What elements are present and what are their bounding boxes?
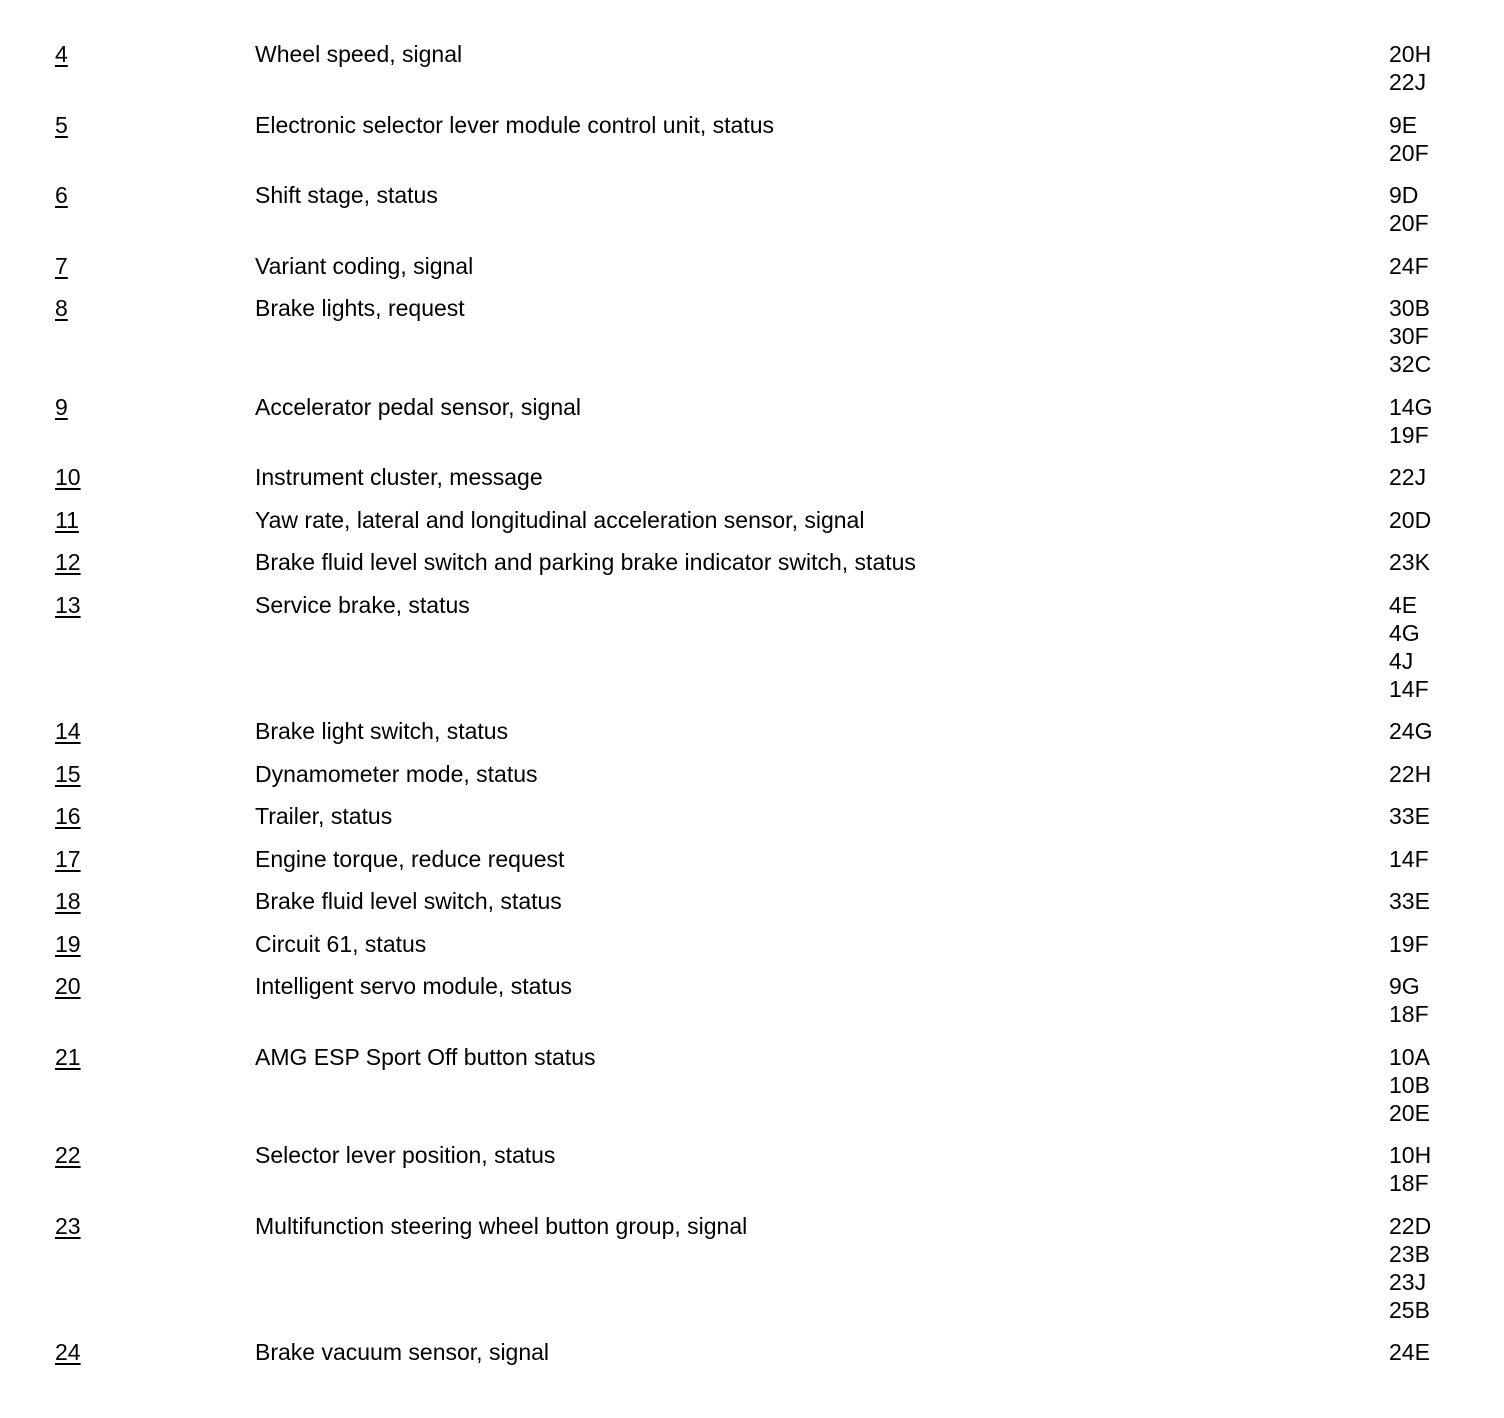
grid-reference: 30B — [1389, 295, 1430, 321]
item-description: Circuit 61, status — [255, 930, 427, 957]
item-number-link[interactable]: 15 — [55, 760, 81, 787]
grid-references — [1389, 393, 1489, 449]
grid-references — [1389, 802, 1489, 830]
legend-row — [0, 887, 1504, 930]
grid-reference: 22D — [1389, 1212, 1432, 1239]
grid-references — [1389, 845, 1489, 873]
legend-row — [0, 463, 1504, 506]
grid-references — [1389, 252, 1489, 280]
grid-references — [1389, 1338, 1489, 1366]
grid-reference: 10H — [1389, 1142, 1432, 1168]
grid-reference: 22J — [1389, 69, 1427, 95]
item-description: Engine torque, reduce request — [255, 845, 565, 872]
grid-references — [1389, 294, 1489, 378]
grid-reference: 20H — [1389, 41, 1432, 67]
legend-row — [0, 393, 1504, 464]
legend-row — [0, 294, 1504, 393]
item-number-link[interactable]: 7 — [55, 252, 68, 279]
grid-reference: 9D — [1389, 182, 1419, 208]
grid-reference: 20F — [1389, 139, 1429, 166]
grid-references — [1389, 972, 1489, 1028]
item-number-link[interactable]: 13 — [55, 591, 81, 618]
item-number-link[interactable]: 8 — [55, 295, 68, 321]
grid-references — [1389, 181, 1489, 237]
grid-references — [1389, 548, 1489, 576]
item-number-link[interactable]: 24 — [55, 1339, 81, 1365]
item-description: Brake vacuum sensor, signal — [255, 1339, 550, 1365]
legend-table — [0, 40, 1504, 1381]
item-description: Selector lever position, status — [255, 1142, 556, 1168]
legend-row — [0, 930, 1504, 973]
grid-reference: 19F — [1389, 421, 1429, 448]
grid-reference: 14F — [1389, 845, 1429, 872]
item-description: Trailer, status — [255, 803, 393, 829]
grid-references — [1389, 760, 1489, 788]
grid-reference: 24G — [1389, 718, 1433, 744]
grid-reference: 30F — [1389, 323, 1429, 349]
grid-reference: 23J — [1389, 1268, 1427, 1295]
grid-reference: 4J — [1389, 647, 1414, 674]
item-description: Yaw rate, lateral and longitudinal acceleration sensor, signal — [255, 506, 865, 533]
legend-row — [0, 181, 1504, 252]
legend-row — [0, 1141, 1504, 1212]
grid-references — [1389, 1043, 1489, 1127]
grid-reference: 18F — [1389, 1170, 1429, 1196]
grid-reference: 24E — [1389, 1339, 1430, 1365]
grid-reference: 20E — [1389, 1099, 1430, 1126]
legend-row — [0, 548, 1504, 591]
item-description: Brake fluid level switch and parking brake indicator switch, status — [255, 549, 916, 575]
legend-row — [0, 506, 1504, 549]
item-number-link[interactable]: 21 — [55, 1043, 81, 1070]
grid-references — [1389, 591, 1489, 703]
grid-reference: 33E — [1389, 803, 1430, 829]
grid-reference: 20F — [1389, 210, 1429, 236]
grid-reference: 24F — [1389, 252, 1429, 279]
item-number-link[interactable]: 12 — [55, 549, 81, 575]
grid-reference: 25B — [1389, 1296, 1430, 1323]
grid-reference: 14F — [1389, 675, 1429, 702]
item-number-link[interactable]: 6 — [55, 182, 68, 208]
grid-references — [1389, 1141, 1489, 1197]
grid-reference: 23K — [1389, 549, 1430, 575]
grid-reference: 4E — [1389, 591, 1418, 618]
grid-reference: 4G — [1389, 619, 1420, 646]
item-number-link[interactable]: 22 — [55, 1142, 81, 1168]
item-number-link[interactable]: 20 — [55, 973, 81, 999]
grid-reference: 10B — [1389, 1071, 1430, 1098]
item-description: Service brake, status — [255, 591, 470, 618]
legend-row — [0, 760, 1504, 803]
item-description: Shift stage, status — [255, 182, 438, 208]
grid-reference: 18F — [1389, 1001, 1429, 1027]
legend-row — [0, 717, 1504, 760]
grid-references — [1389, 463, 1489, 491]
item-number-link[interactable]: 5 — [55, 111, 68, 138]
legend-row — [0, 111, 1504, 182]
item-number-link[interactable]: 4 — [55, 41, 68, 67]
grid-references — [1389, 1212, 1489, 1324]
item-number-link[interactable]: 9 — [55, 393, 68, 420]
item-number-link[interactable]: 17 — [55, 845, 81, 872]
grid-reference: 23B — [1389, 1240, 1430, 1267]
item-number-link[interactable]: 19 — [55, 930, 81, 957]
item-description: Instrument cluster, message — [255, 464, 543, 490]
item-description: Dynamometer mode, status — [255, 760, 538, 787]
item-number-link[interactable]: 16 — [55, 803, 81, 829]
legend-row — [0, 591, 1504, 718]
grid-reference: 19F — [1389, 930, 1429, 957]
item-description: Accelerator pedal sensor, signal — [255, 393, 582, 420]
grid-reference: 10A — [1389, 1043, 1430, 1070]
grid-references — [1389, 717, 1489, 745]
item-number-link[interactable]: 18 — [55, 888, 81, 914]
grid-references — [1389, 40, 1489, 96]
grid-references — [1389, 111, 1489, 167]
legend-row — [0, 1338, 1504, 1381]
grid-reference: 14G — [1389, 393, 1433, 420]
grid-reference: 33E — [1389, 888, 1430, 914]
item-description: Electronic selector lever module control unit, status — [255, 111, 775, 138]
grid-reference: 32C — [1389, 351, 1432, 377]
legend-row — [0, 1212, 1504, 1339]
legend-row — [0, 845, 1504, 888]
legend-row — [0, 972, 1504, 1043]
grid-reference: 22H — [1389, 760, 1432, 787]
item-description: Intelligent servo module, status — [255, 973, 573, 999]
item-description: Brake lights, request — [255, 295, 465, 321]
item-number-link[interactable]: 11 — [55, 506, 79, 533]
grid-references — [1389, 506, 1489, 534]
legend-row — [0, 252, 1504, 295]
item-description: AMG ESP Sport Off button status — [255, 1043, 596, 1070]
item-number-link[interactable]: 14 — [55, 718, 81, 744]
grid-reference: 20D — [1389, 506, 1432, 533]
item-description: Wheel speed, signal — [255, 41, 463, 67]
grid-references — [1389, 887, 1489, 915]
grid-reference: 9E — [1389, 111, 1418, 138]
legend-row — [0, 802, 1504, 845]
item-description: Variant coding, signal — [255, 252, 474, 279]
item-number-link[interactable]: 10 — [55, 464, 81, 490]
item-number-link[interactable]: 23 — [55, 1212, 81, 1239]
grid-reference: 9G — [1389, 973, 1420, 999]
grid-reference: 22J — [1389, 464, 1427, 490]
item-description: Brake fluid level switch, status — [255, 888, 562, 914]
item-description: Brake light switch, status — [255, 718, 509, 744]
legend-row — [0, 1043, 1504, 1142]
legend-row — [0, 40, 1504, 111]
item-description: Multifunction steering wheel button group, signal — [255, 1212, 748, 1239]
grid-references — [1389, 930, 1489, 958]
